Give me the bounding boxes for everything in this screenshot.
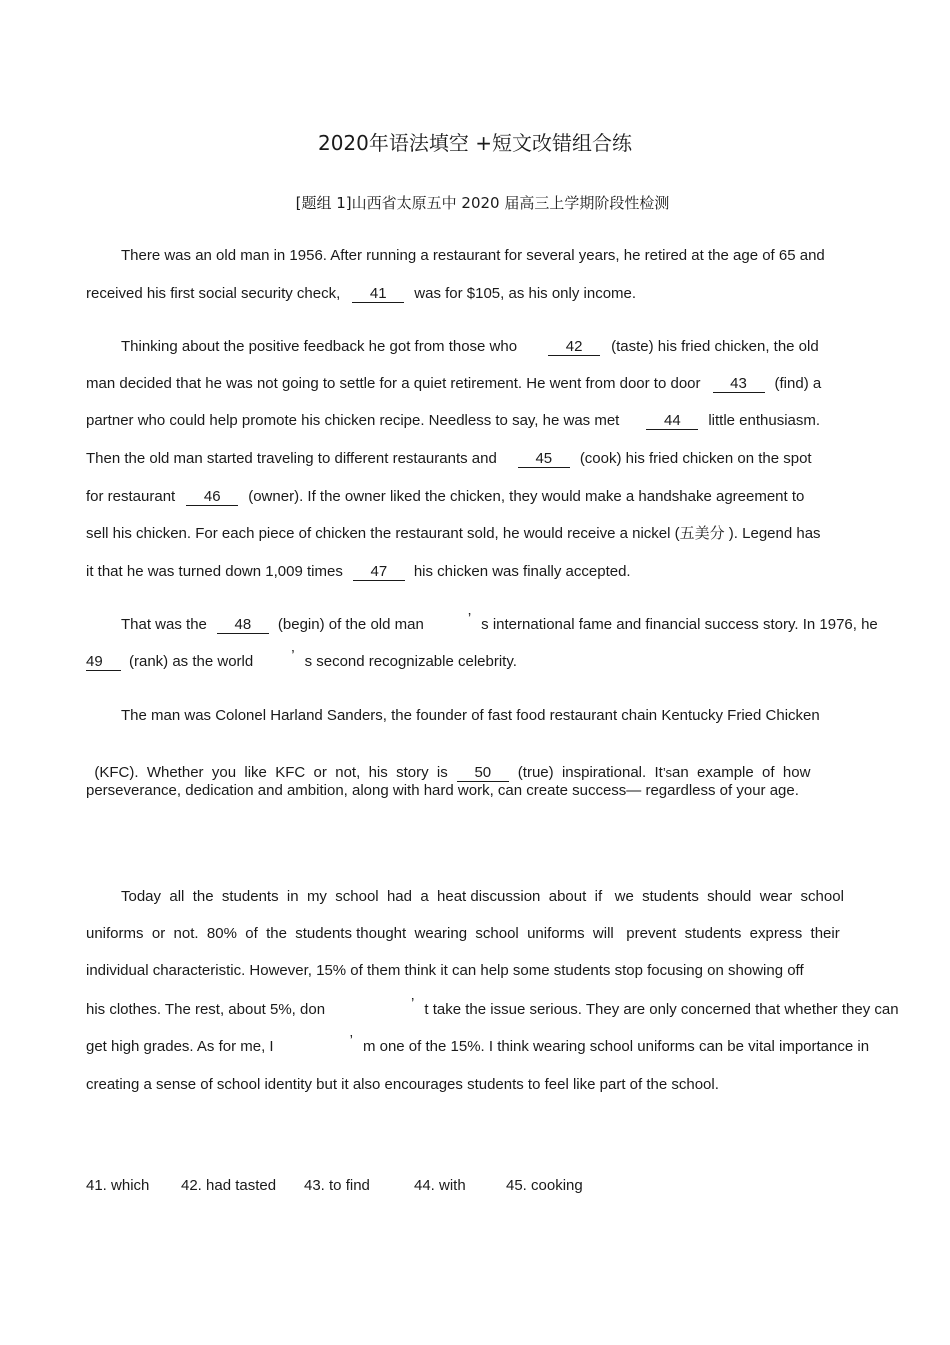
blank-42[interactable]: 42	[548, 338, 600, 356]
p2-line7-text-a: it that he was turned down 1,009 times	[86, 563, 343, 580]
p5-line6: creating a sense of school identity but it also encourages students to feel like part of the school.	[86, 1076, 719, 1093]
p3-line2-text-c: s second recognizable celebrity.	[304, 653, 517, 670]
blank-46[interactable]: 46	[186, 488, 238, 506]
p2-line5	[86, 487, 804, 507]
p1-line1: There was an old man in 1956. After running a restaurant for several years, he retired at the age of 65 and	[121, 247, 825, 264]
p2-line1-text-a: Thinking about the positive feedback he got from those who	[121, 338, 518, 355]
blank-48[interactable]: 48	[217, 616, 269, 634]
p4-line2-text-b: (true) inspirational. It	[517, 764, 663, 781]
p3-line1-text-a: That was the	[121, 616, 207, 633]
page-subtitle: [题组 1]山西省太原五中 2020 届高三上学期阶段性检测	[295, 194, 670, 212]
answer-44: 44. with	[414, 1177, 466, 1194]
answer-42: 42. had tasted	[181, 1177, 277, 1194]
p2-line1	[121, 337, 819, 357]
p3-line1-text-d: s international fame and financial success story. In 1976, he	[481, 616, 878, 633]
answer-45: 45. cooking	[506, 1177, 583, 1194]
answer-43: 43. to find	[304, 1177, 370, 1194]
p5-line5-apostrophe: ’	[349, 1032, 353, 1049]
p5-line3: individual characteristic. However, 15% of them think it can help some students stop focusing on showing off	[86, 962, 804, 979]
p5-line1: Today all the students in my school had a heat discussion about if we students should wear school	[121, 888, 844, 905]
p2-line4-text-b: (cook) his fried chicken on the spot	[579, 450, 812, 467]
blank-45[interactable]: 45	[518, 450, 570, 468]
p1-line2	[86, 284, 636, 304]
p3-line2-text-a: (rank) as the world	[129, 653, 254, 670]
p2-line6: sell his chicken. For each piece of chicken the restaurant sold, he would receive a nickel (五美分 ). Legend has	[86, 525, 821, 542]
p3-line2	[86, 647, 517, 672]
p4-line3: perseverance, dedication and ambition, along with hard work, can create success— regardless of your age.	[86, 782, 799, 799]
blank-44[interactable]: 44	[646, 412, 698, 430]
blank-49[interactable]: 49	[86, 653, 121, 671]
p3-line1-apostrophe: ’	[467, 610, 472, 627]
p5-line5	[86, 1032, 870, 1057]
p5-line5-text-a: get high grades. As for me, I	[86, 1038, 274, 1055]
page-title: 2020年语法填空 +短文改错组合练	[317, 131, 632, 155]
p1-line2-text-b: was for $105, as his only income.	[414, 285, 637, 302]
p5-line5-text-c: m one of the 15%. I think wearing school uniforms can be vital importance in	[362, 1038, 870, 1055]
p4-line2-text-c: ’s	[662, 765, 672, 780]
p2-line3-text-b: little enthusiasm.	[708, 412, 821, 429]
p4-line2	[86, 743, 810, 783]
p2-line2	[86, 374, 821, 394]
p2-line5-text-a: for restaurant	[86, 488, 176, 505]
p2-line4-text-a: Then the old man started traveling to different restaurants and	[86, 450, 497, 467]
p4-line2-text-d: an example of how	[672, 764, 811, 781]
p3-line1-text-b: (begin) of the old man	[277, 616, 424, 633]
p4-line1: The man was Colonel Harland Sanders, the founder of fast food restaurant chain Kentucky Fried Chicken	[121, 707, 820, 724]
blank-50[interactable]: 50	[457, 764, 509, 782]
p2-line7	[86, 562, 631, 582]
p5-line4-text-a: his clothes. The rest, about 5%, don	[86, 1001, 326, 1018]
p2-line7-text-b: his chicken was finally accepted.	[413, 563, 631, 580]
p1-line2-text-a: received his first social security check,	[86, 285, 341, 302]
p3-line1	[121, 610, 878, 635]
p4-line2-text-a: (KFC). Whether you like KFC or not, his story is	[94, 764, 448, 781]
p3-line2-apostrophe: ’	[291, 647, 295, 664]
p2-line2-text-a: man decided that he was not going to settle for a quiet retirement. He went from door to door	[86, 375, 701, 392]
p2-line3-text-a: partner who could help promote his chicken recipe. Needless to say, he was met	[86, 412, 620, 429]
p2-line4	[86, 449, 812, 469]
p5-line2: uniforms or not. 80% of the students thought wearing school uniforms will prevent students express their	[86, 925, 840, 942]
p2-line3	[86, 411, 820, 431]
p5-line4-apostrophe: ’	[411, 995, 415, 1012]
blank-41[interactable]: 41	[352, 285, 404, 303]
answer-41: 41. which	[86, 1177, 150, 1194]
p5-line4	[86, 995, 899, 1020]
p5-line4-text-c: t take the issue serious. They are only concerned that whether they can	[424, 1001, 899, 1018]
blank-47[interactable]: 47	[353, 563, 405, 581]
p2-line1-text-b: (taste) his fried chicken, the old	[611, 338, 819, 355]
blank-43[interactable]: 43	[713, 375, 765, 393]
p2-line5-text-b: (owner). If the owner liked the chicken, they would make a handshake agreement to	[248, 488, 805, 505]
p2-line2-text-b: (find) a	[774, 375, 822, 392]
